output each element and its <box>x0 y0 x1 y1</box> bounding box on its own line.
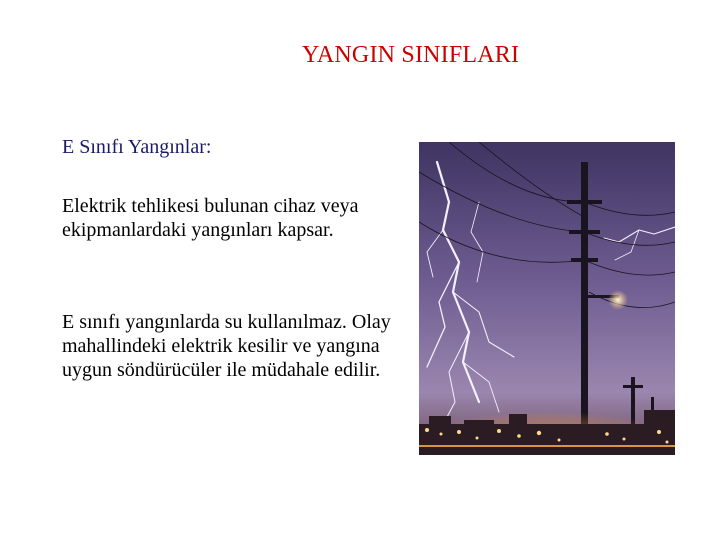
description-paragraph: Elektrik tehlikesi bulunan cihaz veya ekipmanlardaki yangınları kapsar. <box>62 195 359 241</box>
slide-title: YANGIN SINIFLARI <box>302 42 520 68</box>
section-heading: E Sınıfı Yangınlar: <box>62 136 212 158</box>
street-lamp <box>608 290 628 310</box>
photo-illustration <box>419 142 675 455</box>
instruction-paragraph: E sınıfı yangınlarda su kullanılmaz. Olay mahallindeki elektrik kesilir ve yangına uygun söndürücüler ile müdahale edilir. <box>62 311 391 381</box>
lightning-power-lines-photo <box>419 142 675 455</box>
